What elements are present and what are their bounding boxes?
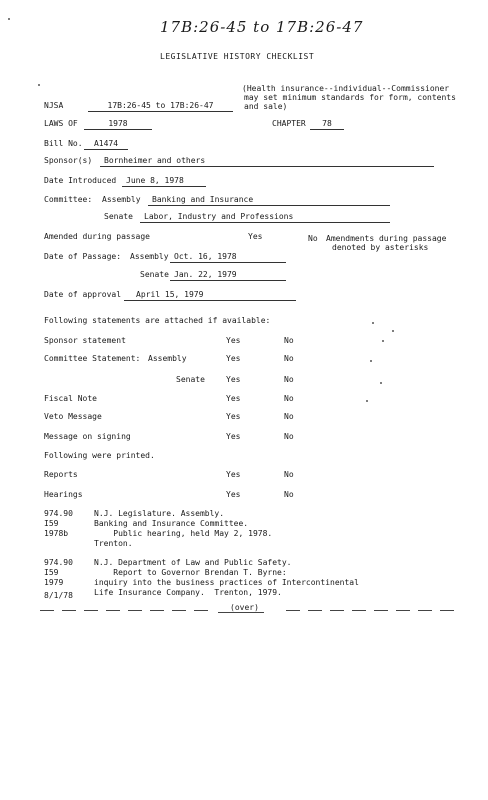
chapter-value: 78 <box>310 119 344 130</box>
health-note-line-2: may set minimum standards for form, contents <box>244 93 456 102</box>
statement-yes: Yes <box>226 336 241 345</box>
citation-call-number: 1978b <box>44 529 69 538</box>
citation-call-number: 974.90 <box>44 558 73 567</box>
statement-no: No <box>284 336 294 345</box>
statement-no: No <box>284 432 294 441</box>
statement-label: Message on signing <box>44 432 131 441</box>
date-of-approval-label: Date of approval <box>44 290 122 299</box>
printed-yes: Yes <box>226 490 241 499</box>
statement-label: Sponsor statement <box>44 336 126 345</box>
statement-label: Fiscal Note <box>44 394 97 403</box>
statement-no: No <box>284 354 294 363</box>
date-stamp: 8/1/78 <box>44 591 73 600</box>
printed-no: No <box>284 490 294 499</box>
statement-yes: Yes <box>226 432 241 441</box>
sponsors-value: Bornheimer and others <box>100 156 434 167</box>
committee-assembly-label: Assembly <box>102 195 141 204</box>
amended-no: No <box>308 234 318 243</box>
sponsors-label: Sponsor(s) <box>44 156 93 165</box>
citation-text: Public hearing, held May 2, 1978. <box>94 529 273 538</box>
citation-call-number: I59 <box>44 519 59 528</box>
statement-sub: Assembly <box>148 354 187 363</box>
committee-label: Committee: <box>44 195 93 204</box>
printed-label: Hearings <box>44 490 83 499</box>
over-note: (over) <box>230 603 259 612</box>
citation-text: Life Insurance Company. Trenton, 1979. <box>94 588 282 597</box>
citation-text: N.J. Legislature. Assembly. <box>94 509 225 518</box>
njsa-value: 17B:26-45 to 17B:26-47 <box>88 101 233 112</box>
committee-senate-label: Senate <box>104 212 133 221</box>
citation-text: Trenton. <box>94 539 133 548</box>
statement-no: No <box>284 412 294 421</box>
statement-label: Veto Message <box>44 412 102 421</box>
health-note-line-3: and sale) <box>244 102 288 111</box>
committee-assembly-value: Banking and Insurance <box>148 195 390 206</box>
passage-assembly-value: Oct. 16, 1978 <box>170 252 286 263</box>
bill-no-value: A1474 <box>84 139 128 150</box>
statement-yes: Yes <box>226 354 241 363</box>
amended-note-line-2: denoted by asterisks <box>332 243 429 252</box>
amended-note-line-1: Amendments during passage <box>326 234 447 243</box>
page-title: LEGISLATIVE HISTORY CHECKLIST <box>160 52 315 61</box>
printed-yes: Yes <box>226 470 241 479</box>
printed-no: No <box>284 470 294 479</box>
statement-label: Committee Statement: <box>44 354 141 363</box>
statement-no: No <box>284 375 294 384</box>
citation-call-number: 974.90 <box>44 509 73 518</box>
citation-call-number: 1979 <box>44 578 64 587</box>
passage-assembly-label: Assembly <box>130 252 169 261</box>
statement-yes: Yes <box>226 375 241 384</box>
statement-sub: Senate <box>176 375 205 384</box>
citation-text: Banking and Insurance Committee. <box>94 519 249 528</box>
amended-label: Amended during passage <box>44 232 150 241</box>
laws-of-value: 1978 <box>84 119 152 130</box>
njsa-label: NJSA <box>44 101 64 110</box>
date-introduced-label: Date Introduced <box>44 176 117 185</box>
statement-yes: Yes <box>226 394 241 403</box>
citation-call-number: I59 <box>44 568 59 577</box>
amended-yes: Yes <box>248 232 263 241</box>
passage-senate-label: Senate <box>140 270 169 279</box>
passage-senate-value: Jan. 22, 1979 <box>170 270 286 281</box>
date-of-passage-label: Date of Passage: <box>44 252 122 261</box>
committee-senate-value: Labor, Industry and Professions <box>140 212 390 223</box>
laws-of-label: LAWS OF <box>44 119 78 128</box>
statement-no: No <box>284 394 294 403</box>
citation-text: N.J. Department of Law and Public Safety. <box>94 558 292 567</box>
date-of-approval-value: April 15, 1979 <box>124 290 296 301</box>
health-note-line-1: (Health insurance--individual--Commissioner <box>242 84 450 93</box>
following-attached-heading: Following statements are attached if available: <box>44 316 271 325</box>
citation-text: inquiry into the business practices of Intercontinental <box>94 578 359 587</box>
date-introduced-value: June 8, 1978 <box>122 176 206 187</box>
citation-text: Report to Governor Brendan T. Byrne: <box>94 568 287 577</box>
handwritten-header: 17B:26-45 to 17B:26-47 <box>160 18 364 36</box>
printed-label: Reports <box>44 470 78 479</box>
following-printed-heading: Following were printed. <box>44 451 155 460</box>
statement-yes: Yes <box>226 412 241 421</box>
chapter-label: CHAPTER <box>272 119 306 128</box>
bill-no-label: Bill No. <box>44 139 83 148</box>
